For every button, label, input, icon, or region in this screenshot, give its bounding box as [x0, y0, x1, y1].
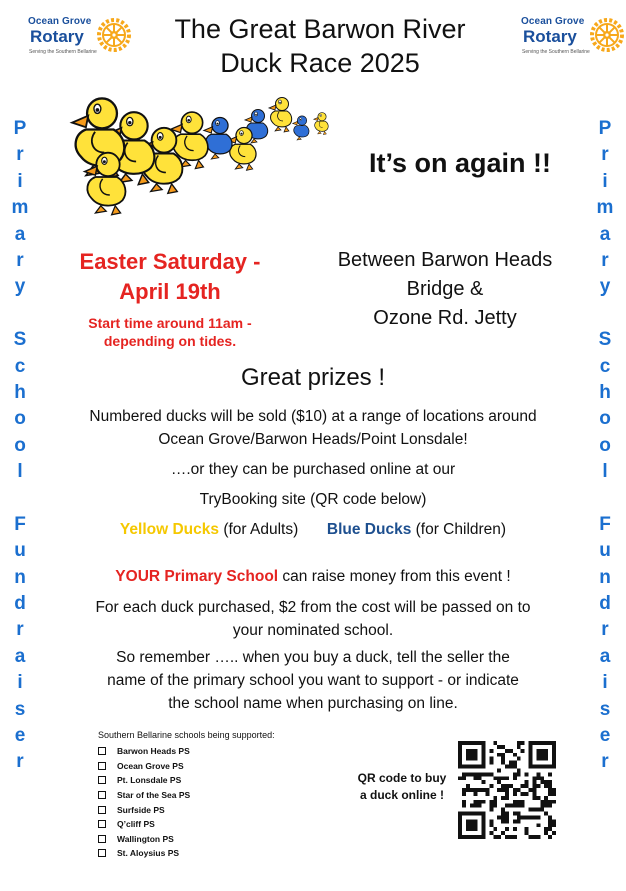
duck-types — [40, 518, 586, 541]
qr-code[interactable] — [458, 741, 556, 839]
donation-share-text — [40, 596, 586, 642]
checkbox-icon[interactable] — [98, 776, 106, 784]
trybooking-info — [40, 488, 586, 511]
qr-label — [350, 770, 454, 804]
school-name: Wallington PS — [117, 833, 174, 844]
school-item — [98, 846, 190, 861]
title-line-2: Duck Race 2025 — [220, 48, 420, 78]
sale-line-3: ….or they can be purchased online at our — [170, 461, 456, 478]
side-letter: S — [598, 329, 612, 351]
side-letter — [590, 485, 620, 511]
logo-rotary-word: Rotary — [523, 27, 577, 46]
reminder-line-3: the school name when purchasing on line. — [168, 695, 458, 712]
side-letter: F — [14, 513, 26, 535]
ducks-illustration — [60, 88, 350, 238]
side-letter: a — [599, 645, 611, 667]
checkbox-icon[interactable] — [98, 849, 106, 857]
school-name: St. Aloysius PS — [117, 848, 180, 859]
rotary-logo-left — [26, 14, 130, 58]
side-letter: l — [602, 461, 608, 483]
side-letter: n — [599, 566, 611, 588]
side-letter: r — [16, 751, 24, 773]
school-item — [98, 832, 190, 847]
side-letter: o — [14, 408, 26, 430]
side-letter — [590, 301, 620, 327]
sale-line-1: Numbered ducks will be sold ($10) at a range of locations around — [89, 408, 537, 425]
side-letter: c — [599, 355, 611, 377]
school-name: Surfside PS — [117, 804, 165, 815]
blue-ducks-audience: (for Children) — [415, 521, 507, 538]
side-letter: r — [16, 619, 24, 641]
side-letter: a — [14, 645, 26, 667]
side-letter: r — [16, 144, 24, 166]
side-letter: i — [17, 170, 23, 192]
checkbox-icon[interactable] — [98, 762, 106, 770]
sale-line-4: TryBooking site (QR code below) — [199, 491, 427, 508]
side-letter: h — [14, 381, 26, 403]
online-info — [40, 458, 586, 481]
rotary-wheel-icon — [590, 18, 624, 52]
race-location — [300, 246, 590, 333]
your-school-highlight: YOUR Primary School — [115, 568, 279, 585]
side-letter: a — [14, 223, 26, 245]
logo-tagline: Serving the Southern Bellarine — [29, 49, 97, 55]
start-time-line-2: depending on tides. — [103, 333, 237, 349]
headline: It’s on again !! — [369, 148, 551, 178]
location-line-2: Bridge & — [406, 278, 484, 300]
event-date — [48, 247, 292, 307]
school-item — [98, 802, 190, 817]
date-line-2: April 19th — [119, 279, 221, 304]
sale-line-2: Ocean Grove/Barwon Heads/Point Lonsdale! — [158, 431, 468, 448]
side-letter: d — [14, 593, 26, 615]
raise-money-rest: can raise money from this event ! — [282, 568, 511, 585]
reminder-line-2: name of the primary school you want to support - or indicate — [107, 672, 519, 689]
side-text-right — [590, 116, 620, 776]
school-item — [98, 773, 190, 788]
logo-rotary-word: Rotary — [30, 27, 84, 46]
side-letter: c — [14, 355, 26, 377]
side-letter: s — [14, 698, 26, 720]
side-letter: n — [14, 566, 26, 588]
school-item — [98, 744, 190, 759]
side-letter — [5, 485, 35, 511]
qr-label-line-1: QR code to buy — [357, 771, 447, 785]
reminder-text — [40, 646, 586, 715]
schools-list — [98, 744, 190, 861]
location-line-1: Between Barwon Heads — [337, 249, 553, 271]
start-time-line-1: Start time around 11am - — [88, 315, 252, 331]
blue-ducks-label: Blue Ducks — [326, 521, 412, 538]
school-name: Pt. Lonsdale PS — [117, 775, 182, 786]
side-letter: P — [13, 118, 27, 139]
side-letter: u — [599, 540, 611, 562]
share-line-2: your nominated school. — [232, 622, 394, 639]
side-letter: y — [599, 276, 611, 298]
location-line-3: Ozone Rd. Jetty — [373, 307, 517, 329]
checkbox-icon[interactable] — [98, 791, 106, 799]
school-item — [98, 759, 190, 774]
school-name: Ocean Grove PS — [117, 760, 184, 771]
side-letter: m — [11, 197, 29, 219]
side-letter: i — [602, 672, 608, 694]
sale-info — [40, 405, 586, 451]
checkbox-icon[interactable] — [98, 806, 106, 814]
side-letter: o — [14, 434, 26, 456]
side-letter: P — [598, 118, 612, 139]
logo-club-name: Ocean Grove — [28, 16, 92, 27]
page-title — [150, 12, 490, 80]
checkbox-icon[interactable] — [98, 747, 106, 755]
side-letter: l — [17, 461, 23, 483]
date-line-1: Easter Saturday - — [79, 249, 261, 274]
side-letter: r — [601, 249, 609, 271]
side-letter: m — [596, 197, 614, 219]
side-letter: r — [601, 144, 609, 166]
rotary-wheel-icon — [97, 18, 131, 52]
side-letter: o — [599, 434, 611, 456]
school-name: Barwon Heads PS — [117, 746, 190, 757]
prizes-heading: Great prizes ! — [240, 364, 386, 391]
yellow-ducks-label: Yellow Ducks — [119, 521, 219, 538]
side-letter: F — [599, 513, 611, 535]
side-letter: r — [601, 619, 609, 641]
side-letter: d — [599, 593, 611, 615]
side-letter: a — [599, 223, 611, 245]
rotary-logo-right — [519, 14, 623, 58]
reminder-line-1: So remember ….. when you buy a duck, tell the seller the — [116, 649, 510, 666]
side-letter: h — [599, 381, 611, 403]
yellow-ducks-audience: (for Adults) — [223, 521, 299, 538]
school-name: Q’cliff PS — [117, 819, 155, 830]
logo-tagline: Serving the Southern Bellarine — [522, 49, 590, 55]
logo-club-name: Ocean Grove — [521, 16, 585, 27]
side-letter: o — [599, 408, 611, 430]
side-letter: u — [14, 540, 26, 562]
side-letter: S — [13, 329, 27, 351]
share-line-1: For each duck purchased, $2 from the cost will be passed on to — [95, 599, 531, 616]
side-letter — [5, 301, 35, 327]
side-letter: i — [602, 170, 608, 192]
school-item — [98, 817, 190, 832]
title-line-1: The Great Barwon River — [174, 14, 466, 44]
schools-heading: Southern Bellarine schools being supported: — [98, 730, 275, 740]
side-letter: r — [601, 751, 609, 773]
side-letter: e — [599, 724, 611, 746]
school-item — [98, 788, 190, 803]
raise-money-text — [40, 565, 586, 588]
side-letter: s — [599, 698, 611, 720]
start-time-note — [56, 314, 284, 350]
side-letter: r — [16, 249, 24, 271]
side-letter: i — [17, 672, 23, 694]
checkbox-icon[interactable] — [98, 820, 106, 828]
side-text-left — [5, 116, 35, 776]
side-letter: y — [14, 276, 26, 298]
school-name: Star of the Sea PS — [117, 790, 191, 801]
qr-label-line-2: a duck online ! — [359, 788, 444, 802]
side-letter: e — [14, 724, 26, 746]
checkbox-icon[interactable] — [98, 835, 106, 843]
